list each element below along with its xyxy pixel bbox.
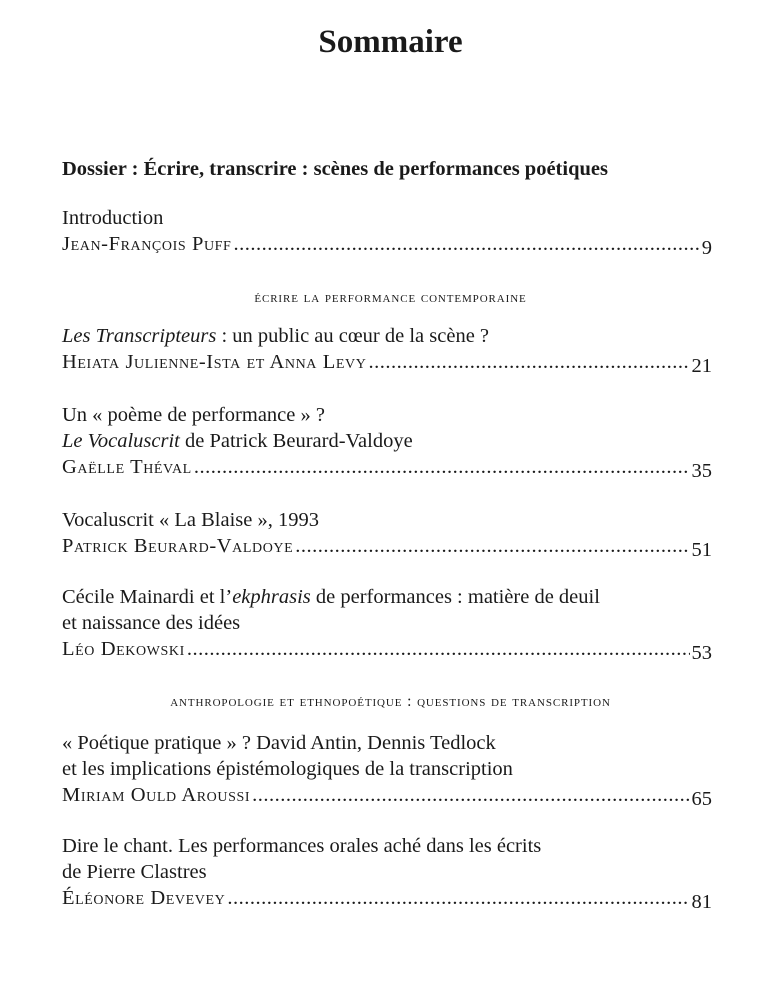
entry-title-italic: Le Vocaluscrit	[62, 430, 180, 452]
entry-title-line2: et les implications épistémologiques de la transcription	[62, 758, 513, 780]
toc-entry-transcripteurs	[62, 323, 712, 375]
dossier-heading: Dossier : Écrire, transcrire : scènes de performances poétiques	[62, 158, 608, 180]
entry-title-post: de performances : matière de deuil	[310, 586, 600, 608]
dot-leader	[194, 454, 690, 480]
entry-page-number: 81	[691, 891, 712, 913]
entry-title-italic: ekphrasis	[232, 586, 311, 608]
entry-page-number: 21	[691, 355, 712, 377]
toc-entry-introduction	[62, 205, 712, 257]
entry-title-rest: : un public au cœur de la scène ?	[216, 325, 490, 347]
entry-title-line2: de Pierre Clastres	[62, 861, 207, 883]
toc-entry-dire-le-chant	[62, 833, 712, 911]
dot-leader	[295, 533, 689, 559]
entry-title-rest: de Patrick Beurard-Valdoye	[179, 430, 413, 452]
entry-author-line	[62, 349, 712, 375]
entry-author-line	[62, 782, 712, 808]
entry-title: « Poétique pratique » ? David Antin, Dennis Tedlock	[62, 732, 496, 754]
entry-title: Vocaluscrit « La Blaise », 1993	[62, 509, 319, 531]
entry-title: Introduction	[62, 207, 164, 229]
toc-entry-poeme-de-performance	[62, 402, 712, 480]
toc-entry-la-blaise	[62, 507, 712, 559]
entry-author: Léo Dekowski	[62, 638, 185, 660]
entry-title-line2	[62, 428, 712, 454]
dot-leader	[252, 782, 689, 808]
entry-author: Patrick Beurard-Valdoye	[62, 535, 294, 557]
entry-author-line	[62, 636, 712, 662]
dot-leader	[227, 885, 689, 911]
entry-page-number: 51	[691, 539, 712, 561]
toc-entry-poetique-pratique	[62, 730, 712, 808]
dot-leader	[233, 231, 699, 257]
entry-author: Éléonore Devevey	[62, 887, 226, 909]
toc-entry-ekphrasis	[62, 584, 712, 662]
section-heading-anthropologie: anthropologie et ethnopoétique : questions de transcription	[170, 693, 611, 710]
dot-leader	[187, 636, 690, 662]
entry-page-number: 65	[691, 788, 712, 810]
entry-title-italic: Les Transcripteurs	[62, 325, 217, 347]
entry-title-pre: Cécile Mainardi et l’	[62, 586, 233, 608]
entry-title	[62, 323, 712, 349]
entry-author-line	[62, 454, 712, 480]
entry-author-line	[62, 231, 712, 257]
entry-page-number: 9	[701, 237, 712, 259]
entry-author: Gaëlle Théval	[62, 456, 192, 478]
entry-author-line	[62, 533, 712, 559]
entry-page-number: 35	[691, 460, 712, 482]
section-heading-ecrire: écrire la performance contemporaine	[254, 289, 527, 306]
entry-title-line2: et naissance des idées	[62, 612, 241, 634]
entry-author-line	[62, 885, 712, 911]
entry-title: Un « poème de performance » ?	[62, 404, 325, 426]
entry-title	[62, 584, 712, 610]
entry-author: Jean-François Puff	[62, 233, 232, 255]
page-title: Sommaire	[318, 24, 463, 60]
entry-author: Miriam Ould Aroussi	[62, 784, 251, 806]
entry-title: Dire le chant. Les performances orales aché dans les écrits	[62, 835, 542, 857]
entry-author: Heiata Julienne-Ista et Anna Levy	[62, 351, 367, 373]
dot-leader	[368, 349, 689, 375]
entry-page-number: 53	[691, 642, 712, 664]
